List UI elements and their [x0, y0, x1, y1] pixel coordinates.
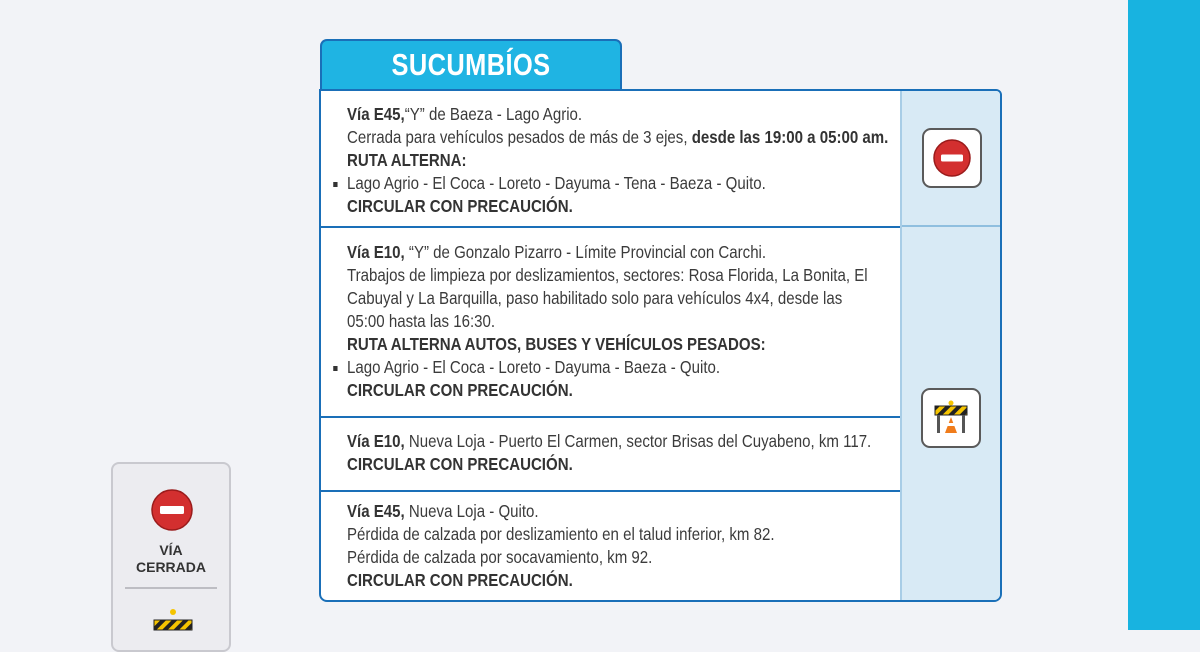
- entry-text: [347, 500, 829, 592]
- road-entry: [321, 490, 900, 602]
- road-detail-line: 05:00 hasta las 16:30.: [347, 311, 496, 331]
- road-status-panel: [319, 89, 1002, 602]
- closed-road-sign: [922, 128, 982, 188]
- legend-closed-line1: VÍA: [159, 542, 183, 558]
- road-segment: Nueva Loja - Puerto El Carmen, sector Brisas del Cuyabeno, km 117.: [408, 431, 872, 451]
- no-entry-icon: [150, 488, 194, 532]
- alternate-route-label: RUTA ALTERNA AUTOS, BUSES Y VEHÍCULOS PESADOS:: [347, 334, 766, 354]
- road-detail-line: Cabuyal y La Barquilla, paso habilitado solo para vehículos 4x4, desde las: [347, 288, 843, 308]
- road-barrier-icon: [931, 398, 971, 438]
- entry-text: [347, 241, 868, 402]
- road-name: Vía E45,: [347, 501, 405, 521]
- road-segment: Nueva Loja - Quito.: [408, 501, 539, 521]
- road-barrier-icon: [151, 607, 195, 651]
- road-segment: “Y” de Gonzalo Pizarro - Límite Provincial con Carchi.: [408, 242, 767, 262]
- no-entry-icon: [932, 138, 972, 178]
- legend-closed-line2: CERRADA: [136, 559, 206, 575]
- alternate-route-item: Lago Agrio - El Coca - Loreto - Dayuma - Baeza - Quito.: [347, 356, 829, 379]
- entry-text: [347, 103, 889, 218]
- road-name: Vía E10,: [347, 242, 405, 262]
- road-entry: [321, 226, 900, 416]
- entry-text: [347, 430, 872, 476]
- caution-text: CIRCULAR CON PRECAUCIÓN.: [347, 570, 573, 590]
- province-title-tab: [320, 39, 622, 89]
- alternate-route-item: Lago Agrio - El Coca - Loreto - Dayuma - Tena - Baeza - Quito.: [347, 172, 829, 195]
- province-title: SUCUMBÍOS: [391, 47, 551, 82]
- legend-box: [111, 462, 231, 652]
- road-detail: Cerrada para vehículos pesados de más de 3 ejes,: [347, 127, 688, 147]
- caution-text: CIRCULAR CON PRECAUCIÓN.: [347, 196, 573, 216]
- road-detail-line: Trabajos de limpieza por deslizamientos, sectores: Rosa Florida, La Bonita, El: [347, 265, 868, 285]
- status-icon-column: [900, 91, 1002, 600]
- road-segment: “Y” de Baeza - Lago Agrio.: [404, 104, 583, 124]
- road-entry: [321, 91, 900, 226]
- road-schedule: desde las 19:00 a 05:00 am.: [691, 127, 889, 147]
- road-name: Vía E45,: [347, 104, 405, 124]
- road-name: Vía E10,: [347, 431, 405, 451]
- alternate-route-label: RUTA ALTERNA:: [347, 150, 467, 170]
- legend-divider: [125, 587, 217, 589]
- road-entry: [321, 416, 900, 490]
- icon-column-divider: [902, 225, 1002, 227]
- caution-text: CIRCULAR CON PRECAUCIÓN.: [347, 380, 573, 400]
- caution-text: CIRCULAR CON PRECAUCIÓN.: [347, 454, 573, 474]
- right-decor-strip: [1128, 0, 1200, 630]
- road-detail-line: Pérdida de calzada por socavamiento, km 92.: [347, 547, 653, 567]
- legend-closed-label: [113, 542, 229, 576]
- road-detail-line: Pérdida de calzada por deslizamiento en el talud inferior, km 82.: [347, 524, 775, 544]
- caution-road-sign: [921, 388, 981, 448]
